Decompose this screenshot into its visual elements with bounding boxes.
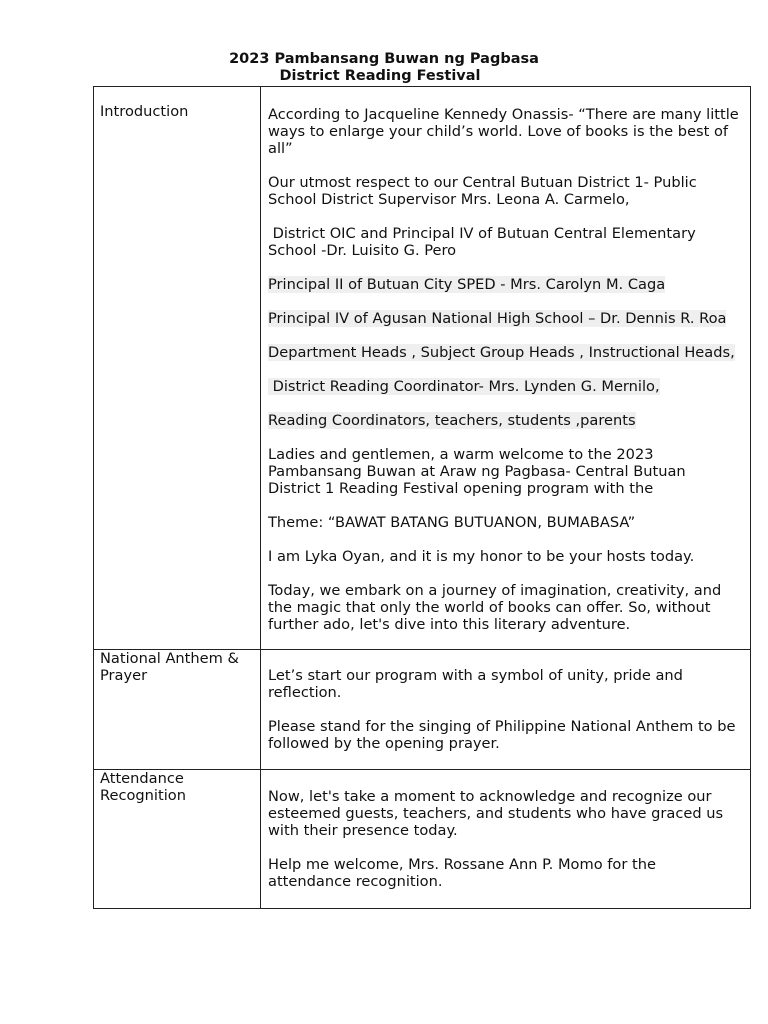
title-line-2: District Reading Festival	[279, 68, 481, 84]
segment-label-cell	[94, 770, 261, 909]
highlighted-text: Principal IV of Agusan National High School – Dr. Dennis R. Roa	[268, 310, 727, 327]
script-paragraph: Help me welcome, Mrs. Rossane Ann P. Momo for the attendance recognition.	[268, 856, 656, 890]
segment-script-cell	[261, 770, 751, 909]
script-paragraph: Theme: “BAWAT BATANG BUTUANON, BUMABASA”	[268, 514, 636, 531]
table-row-national-anthem	[94, 650, 751, 770]
segment-label-cell	[94, 87, 261, 650]
script-paragraph	[268, 378, 742, 395]
program-table	[93, 86, 751, 909]
script-paragraph: Ladies and gentlemen, a warm welcome to the 2023 Pambansang Buwan at Araw ng Pagbasa- Central Butuan District 1 Reading Festival opening program with the	[268, 446, 686, 497]
script-paragraph	[268, 310, 742, 327]
segment-script-cell	[261, 87, 751, 650]
highlighted-text: Principal II of Butuan City SPED - Mrs. Carolyn M. Caga	[268, 276, 666, 293]
script-paragraph: Now, let's take a moment to acknowledge and recognize our esteemed guests, teachers, and students who have graced us with their presence today.	[268, 788, 724, 839]
segment-label: Introduction	[100, 103, 189, 120]
highlighted-text: District Reading Coordinator- Mrs. Lynden G. Mernilo,	[268, 378, 660, 395]
script-paragraph: Let’s start our program with a symbol of unity, pride and reflection.	[268, 667, 683, 701]
script-paragraph	[268, 276, 742, 293]
script-paragraph: According to Jacqueline Kennedy Onassis- “There are many little ways to enlarge your child’s world. Love of books is the best of all”	[268, 106, 739, 157]
segment-script-cell	[261, 650, 751, 770]
script-paragraph	[268, 225, 742, 259]
segment-label: Attendance Recognition	[100, 770, 186, 804]
script-paragraph: I am Lyka Oyan, and it is my honor to be your hosts today.	[268, 548, 695, 565]
script-paragraph	[268, 344, 742, 361]
script-paragraph	[268, 412, 742, 429]
script-paragraph: Please stand for the singing of Philippine National Anthem to be followed by the opening prayer.	[268, 718, 736, 752]
title-line-1: 2023 Pambansang Buwan ng Pagbasa	[229, 51, 539, 67]
script-paragraph: Today, we embark on a journey of imagination, creativity, and the magic that only the world of books can offer. So, without further ado, let's dive into this literary adventure.	[268, 582, 722, 633]
document-title	[0, 51, 768, 85]
script-paragraph-text: District OIC and Principal IV of Butuan Central Elementary School -Dr. Luisito G. Pero	[268, 225, 701, 259]
table-row-introduction	[94, 87, 751, 650]
script-paragraph: Our utmost respect to our Central Butuan District 1- Public School District Supervisor Mrs. Leona A. Carmelo,	[268, 174, 697, 208]
segment-label: National Anthem & Prayer	[100, 650, 239, 684]
table-row-attendance-recognition	[94, 770, 751, 909]
segment-label-cell	[94, 650, 261, 770]
highlighted-text: Department Heads , Subject Group Heads , Instructional Heads,	[268, 344, 735, 361]
highlighted-text: Reading Coordinators, teachers, students ,parents	[268, 412, 636, 429]
